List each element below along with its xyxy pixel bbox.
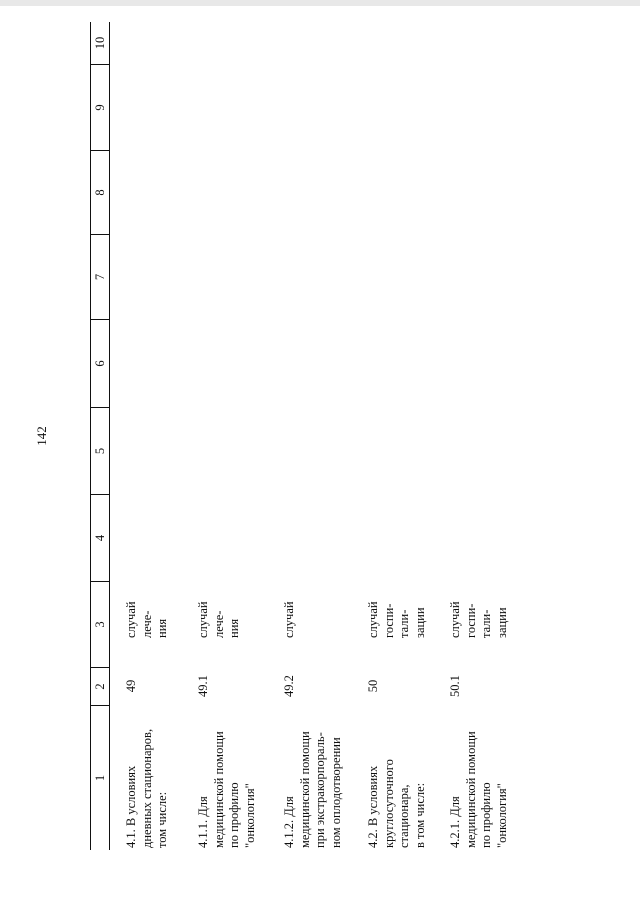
page-number: 142 bbox=[34, 426, 49, 446]
row-2-unit: случай лече- ния bbox=[196, 601, 241, 638]
data-table bbox=[90, 22, 509, 850]
col-header-3: 3 bbox=[90, 581, 110, 667]
row-5-code: 50.1 bbox=[448, 675, 462, 697]
col-header-1: 1 bbox=[90, 705, 110, 850]
scan-top-edge bbox=[0, 0, 640, 6]
col-header-8: 8 bbox=[90, 150, 110, 234]
row-5-name: 4.2.1. Для медицинской помощи по профилю "онкология" bbox=[448, 731, 509, 848]
col-header-10: 10 bbox=[93, 36, 107, 50]
col-header-7: 7 bbox=[90, 234, 110, 319]
row-1-name: 4.1. В условиях дневных стационаров, том числе: bbox=[124, 728, 169, 848]
row-3-unit: случай bbox=[282, 601, 296, 638]
row-1-unit: случай лече- ния bbox=[124, 601, 169, 638]
row-2-code: 49.1 bbox=[196, 675, 210, 697]
row-2-name: 4.1.1. Для медицинской помощи по профилю "онкология" bbox=[196, 731, 257, 848]
row-5-unit: случай госпи- тали- зации bbox=[448, 601, 509, 638]
col-header-9: 9 bbox=[90, 64, 110, 150]
row-3-code: 49.2 bbox=[282, 675, 296, 697]
col-header-5: 5 bbox=[90, 407, 110, 494]
row-3-name: 4.1.2. Для медицинской помощи при экстракорпораль- ном оплодотворении bbox=[282, 731, 343, 848]
row-4-name: 4.2. В условиях круглосуточного стационара, в том числе: bbox=[366, 759, 427, 848]
col-header-6: 6 bbox=[90, 319, 110, 407]
row-1-code: 49 bbox=[124, 679, 138, 693]
row-4-unit: случай госпи- тали- зации bbox=[366, 601, 427, 638]
row-4-code: 50 bbox=[366, 679, 380, 693]
col-header-4: 4 bbox=[90, 494, 110, 581]
col-header-2: 2 bbox=[90, 667, 110, 705]
